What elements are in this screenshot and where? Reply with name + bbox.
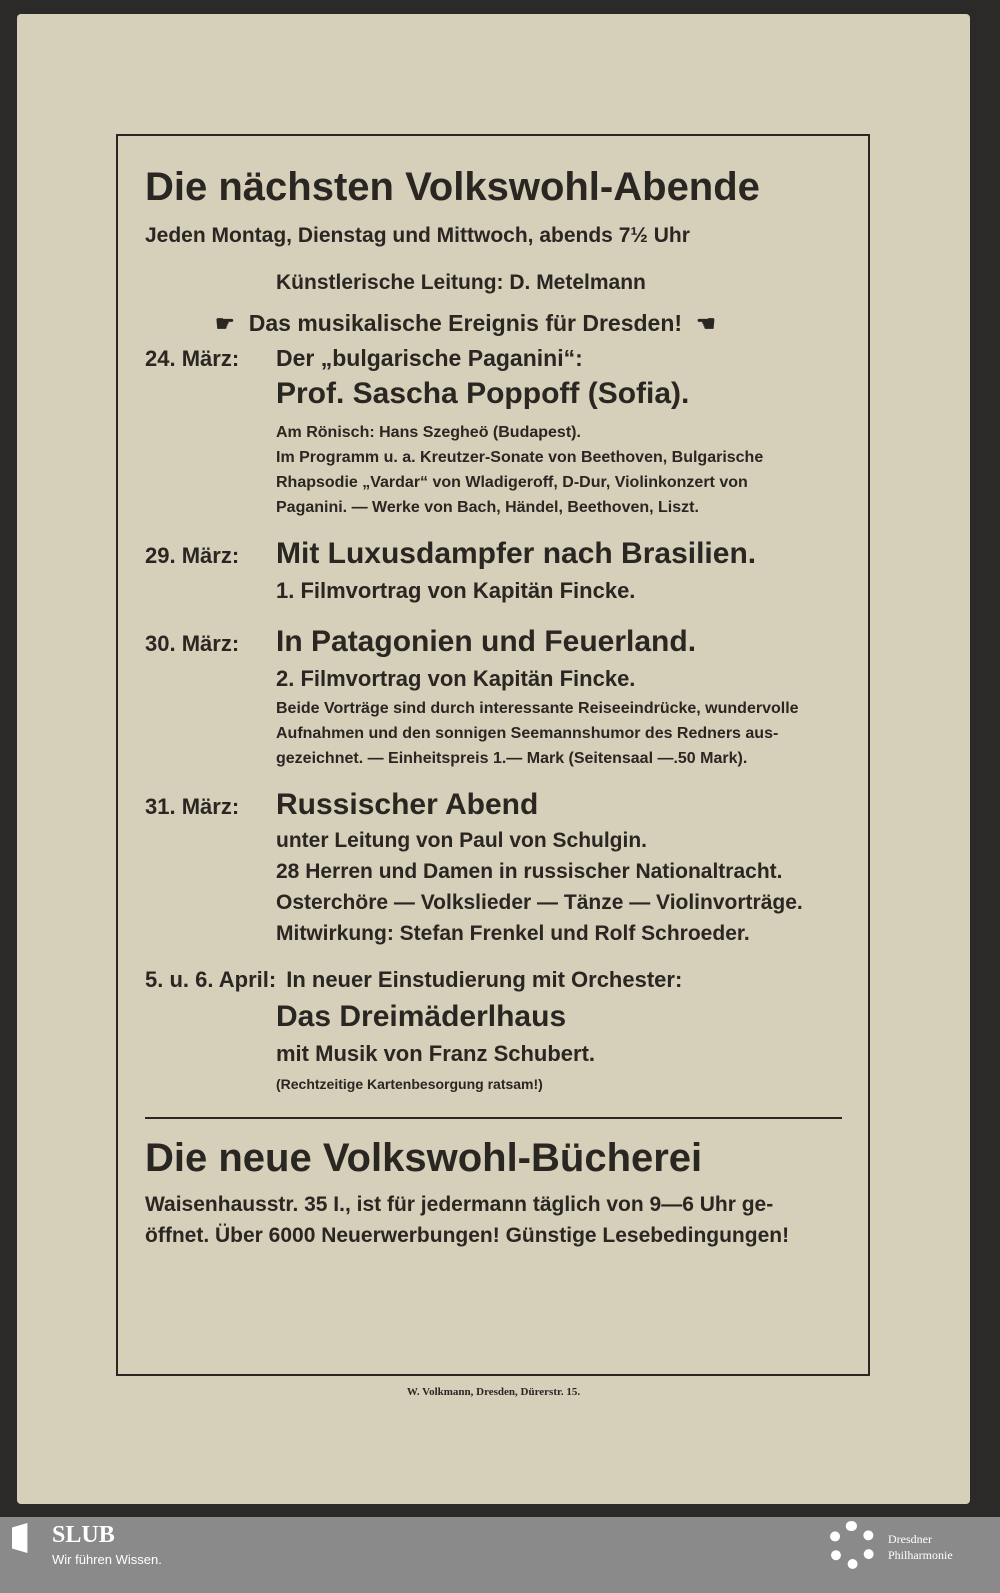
event-headline: Mit Luxusdampfer nach Brasilien. — [276, 536, 757, 570]
event-line: mit Musik von Franz Schubert. — [276, 1040, 596, 1066]
artistic-direction: Künstlerische Leitung: D. Metelmann — [276, 271, 646, 294]
event-line: Aufnahmen und den sonnigen Seemannshumor des Redners aus- — [276, 724, 779, 742]
event-line: Rhapsodie „Vardar“ von Wladigeroff, D-Dur, Violinkonzert von — [276, 473, 748, 491]
event-line: Paganini. — Werke von Bach, Händel, Beethoven, Liszt. — [276, 498, 699, 516]
slub-logo-icon — [12, 1523, 34, 1553]
event-line: 2. Filmvortrag von Kapitän Fincke. — [276, 665, 636, 691]
poster-page — [17, 14, 970, 1504]
event-line: 28 Herren und Damen in russischer Nationaltracht. — [276, 859, 783, 883]
event-line: 1. Filmvortrag von Kapitän Fincke. — [276, 577, 636, 603]
event-headline: Russischer Abend — [276, 787, 539, 821]
event-line: unter Leitung von Paul von Schulgin. — [276, 828, 648, 852]
slub-name: SLUB — [52, 1522, 115, 1548]
event-line: Beide Vorträge sind durch interessante Reiseeindrücke, wundervolle — [276, 699, 799, 717]
pointing-hand-left-icon: ☚ — [696, 310, 716, 336]
pointing-hand-right-icon: ☛ — [215, 310, 235, 336]
imprint: W. Volkmann, Dresden, Dürerstr. 15. — [406, 1386, 581, 1398]
philharmonie-logo-icon — [828, 1521, 876, 1569]
event-line: Im Programm u. a. Kreutzer-Sonate von Beethoven, Bulgarische — [276, 448, 764, 466]
slub-tagline: Wir führen Wissen. — [52, 1552, 162, 1567]
partner-line2: Philharmonie — [888, 1548, 953, 1562]
poster-frame — [116, 134, 870, 1376]
event-april — [145, 963, 842, 1097]
event-date: 24. März: — [145, 345, 240, 371]
event-date: 30. März: — [145, 630, 240, 656]
library-title: Die neue Volkswohl-Bücherei — [145, 1135, 703, 1180]
event-headline: In Patagonien und Feuerland. — [276, 624, 697, 658]
library-line: öffnet. Über 6000 Neuerwerbungen! Günstige Lesebedingungen! — [145, 1223, 790, 1247]
highlight: Das musikalische Ereignis für Dresden! — [248, 310, 683, 336]
event-29-maerz — [145, 534, 842, 608]
event-date: 31. März: — [145, 793, 240, 819]
event-date: 5. u. 6. April: — [145, 966, 277, 992]
event-line: (Rechtzeitige Kartenbesorgung ratsam!) — [276, 1075, 543, 1092]
divider — [145, 1117, 842, 1119]
event-30-maerz — [145, 622, 842, 771]
event-line: Osterchöre — Volkslieder — Tänze — Violinvorträge. — [276, 890, 803, 914]
partner-line1: Dresdner — [888, 1532, 932, 1546]
event-line: In neuer Einstudierung mit Orchester: — [286, 966, 683, 992]
footer-bar — [0, 1517, 1000, 1593]
event-31-maerz — [145, 785, 842, 949]
event-headline: Prof. Sascha Poppoff (Sofia). — [276, 376, 690, 410]
library-line: Waisenhausstr. 35 I., ist für jedermann täglich von 9—6 Uhr ge- — [145, 1192, 774, 1216]
event-line: Am Rönisch: Hans Szegheö (Budapest). — [276, 423, 581, 441]
event-line: Mitwirkung: Stefan Frenkel und Rolf Schroeder. — [276, 921, 750, 945]
event-headline: Das Dreimäderlhaus — [276, 999, 567, 1033]
event-line: Der „bulgarische Paganini“: — [276, 344, 583, 371]
event-24-maerz — [145, 342, 842, 520]
poster-title: Die nächsten Volkswohl-Abende — [145, 165, 760, 209]
event-line: gezeichnet. — Einheitspreis 1.— Mark (Seitensaal —.50 Mark). — [276, 749, 748, 767]
schedule: Jeden Montag, Dienstag und Mittwoch, abends 7½ Uhr — [145, 224, 690, 247]
event-date: 29. März: — [145, 542, 240, 568]
